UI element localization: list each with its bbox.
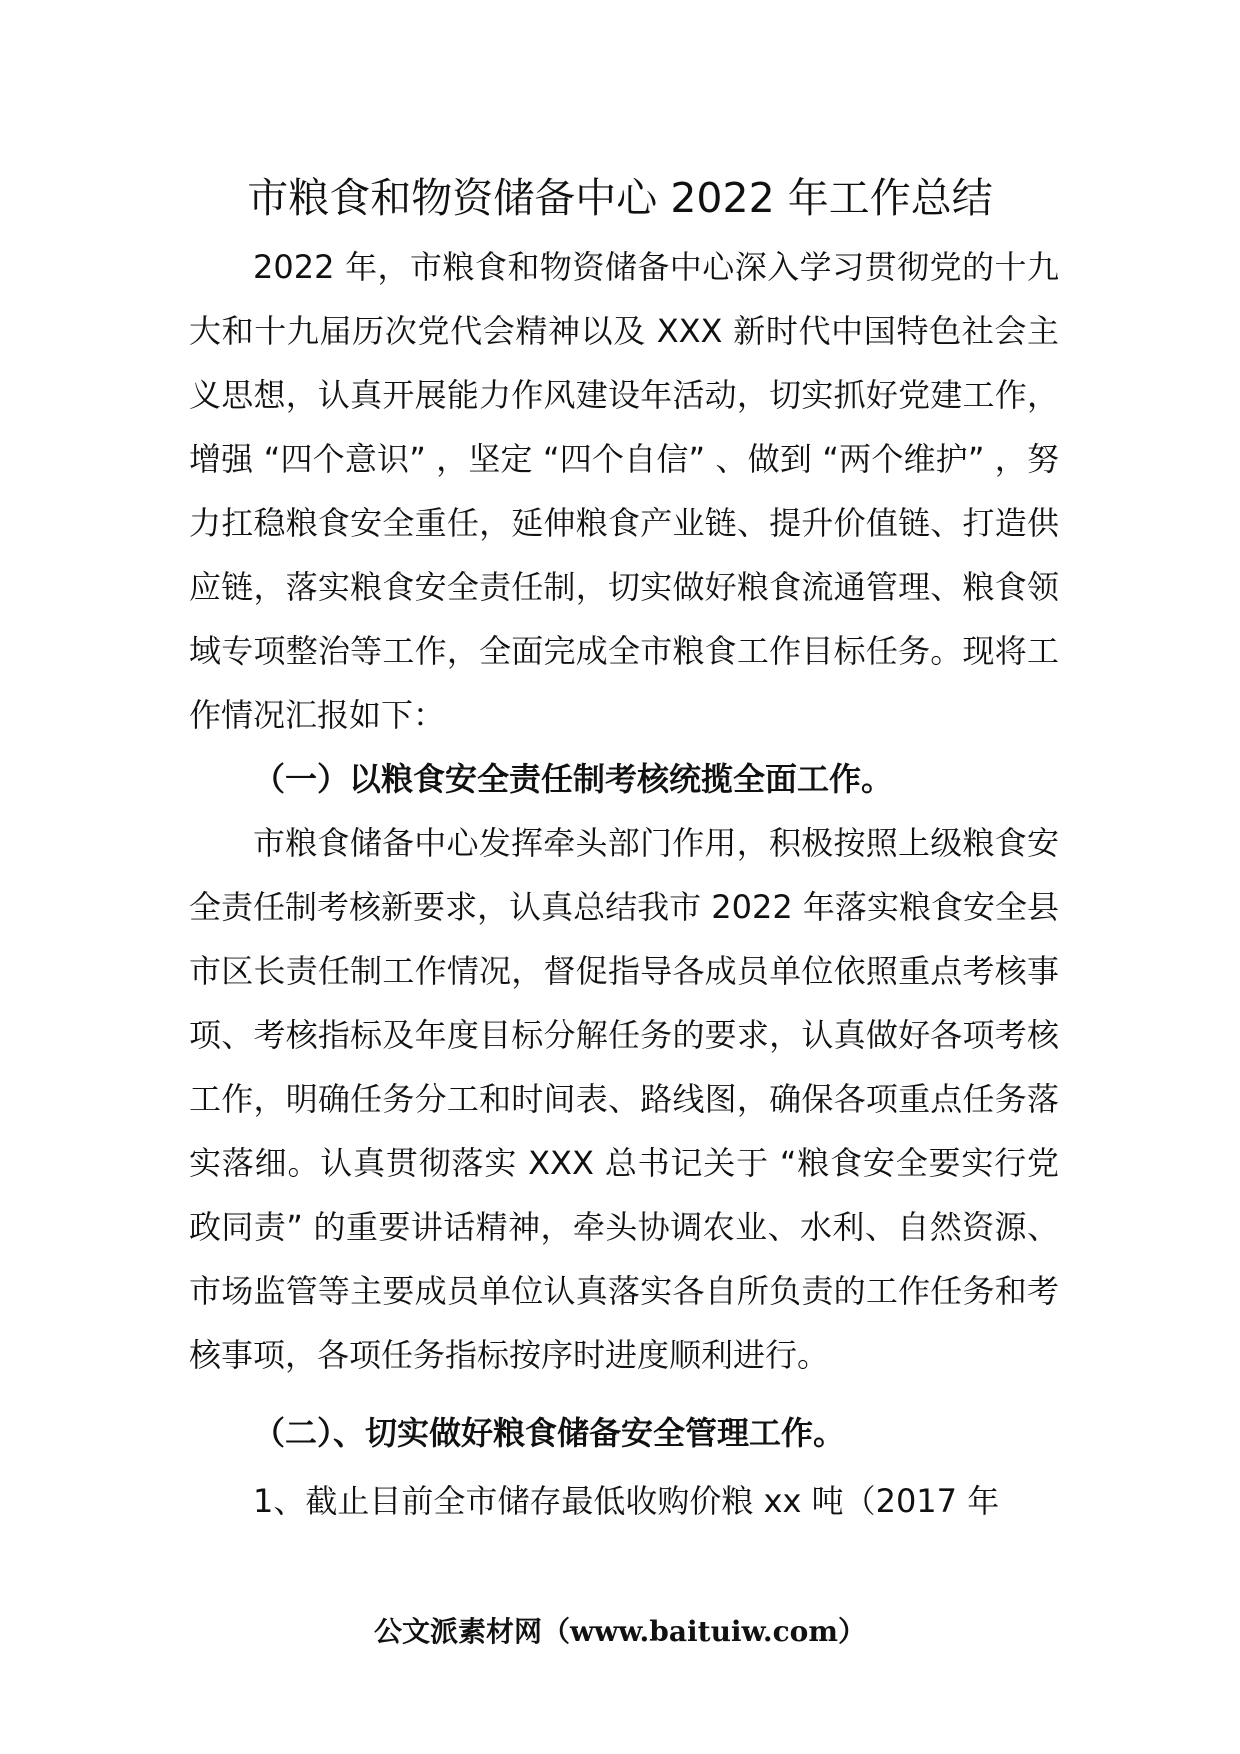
intro-paragraph: 2022 年，市粮食和物资储备中心深入学习贯彻党的十九大和十九届历次党代会精神以及 XXX 新时代中国特色社会主义思想，认真开展能力作风建设年活动，切实抓好党建工作，增强 “四个意识” ，坚定 “四个自信” 、做到 “两个维护” ，努力扛稳粮食安全重任，延伸粮食产业链、提升价值链、打造供应链，落实粮食安全责任制，切实做好粮食流通管理、粮食领域专项整治等工作，全面完成全市粮食工作目标任务。现将工作情况汇报如下：: [189, 248, 1059, 734]
section-2-item-1: 1、截止目前全市储存最低收购价粮 xx 吨（2017 年: [253, 1482, 1000, 1520]
section-1-paragraph: 市粮食储备中心发挥牵头部门作用，积极按照上级粮食安全责任制考核新要求，认真总结我市 2022 年落实粮食安全县市区长责任制工作情况，督促指导各成员单位依照重点考核事项、考核指标及年度目标分解任务的要求，认真做好各项考核工作，明确任务分工和时间表、路线图，确保各项重点任务落实落细。认真贯彻落实 XXX 总书记关于 “粮食安全要实行党政同责” 的重要讲话精神，牵头协调农业、水利、自然资源、市场监管等主要成员单位认真落实各自所负责的工作任务和考核事项，各项任务指标按序时进度顺利进行。: [189, 824, 1059, 1374]
section-1-heading: （一）以粮食安全责任制考核统揽全面工作。: [253, 760, 894, 798]
section-2-heading: （二）、切实做好粮食储备安全管理工作。: [253, 1414, 846, 1452]
document-title: 市粮食和物资储备中心 2022 年工作总结: [247, 174, 993, 222]
document-body: [189, 235, 1059, 1533]
page-footer: 公文派素材网（www.baituiw.com）: [374, 1615, 866, 1648]
